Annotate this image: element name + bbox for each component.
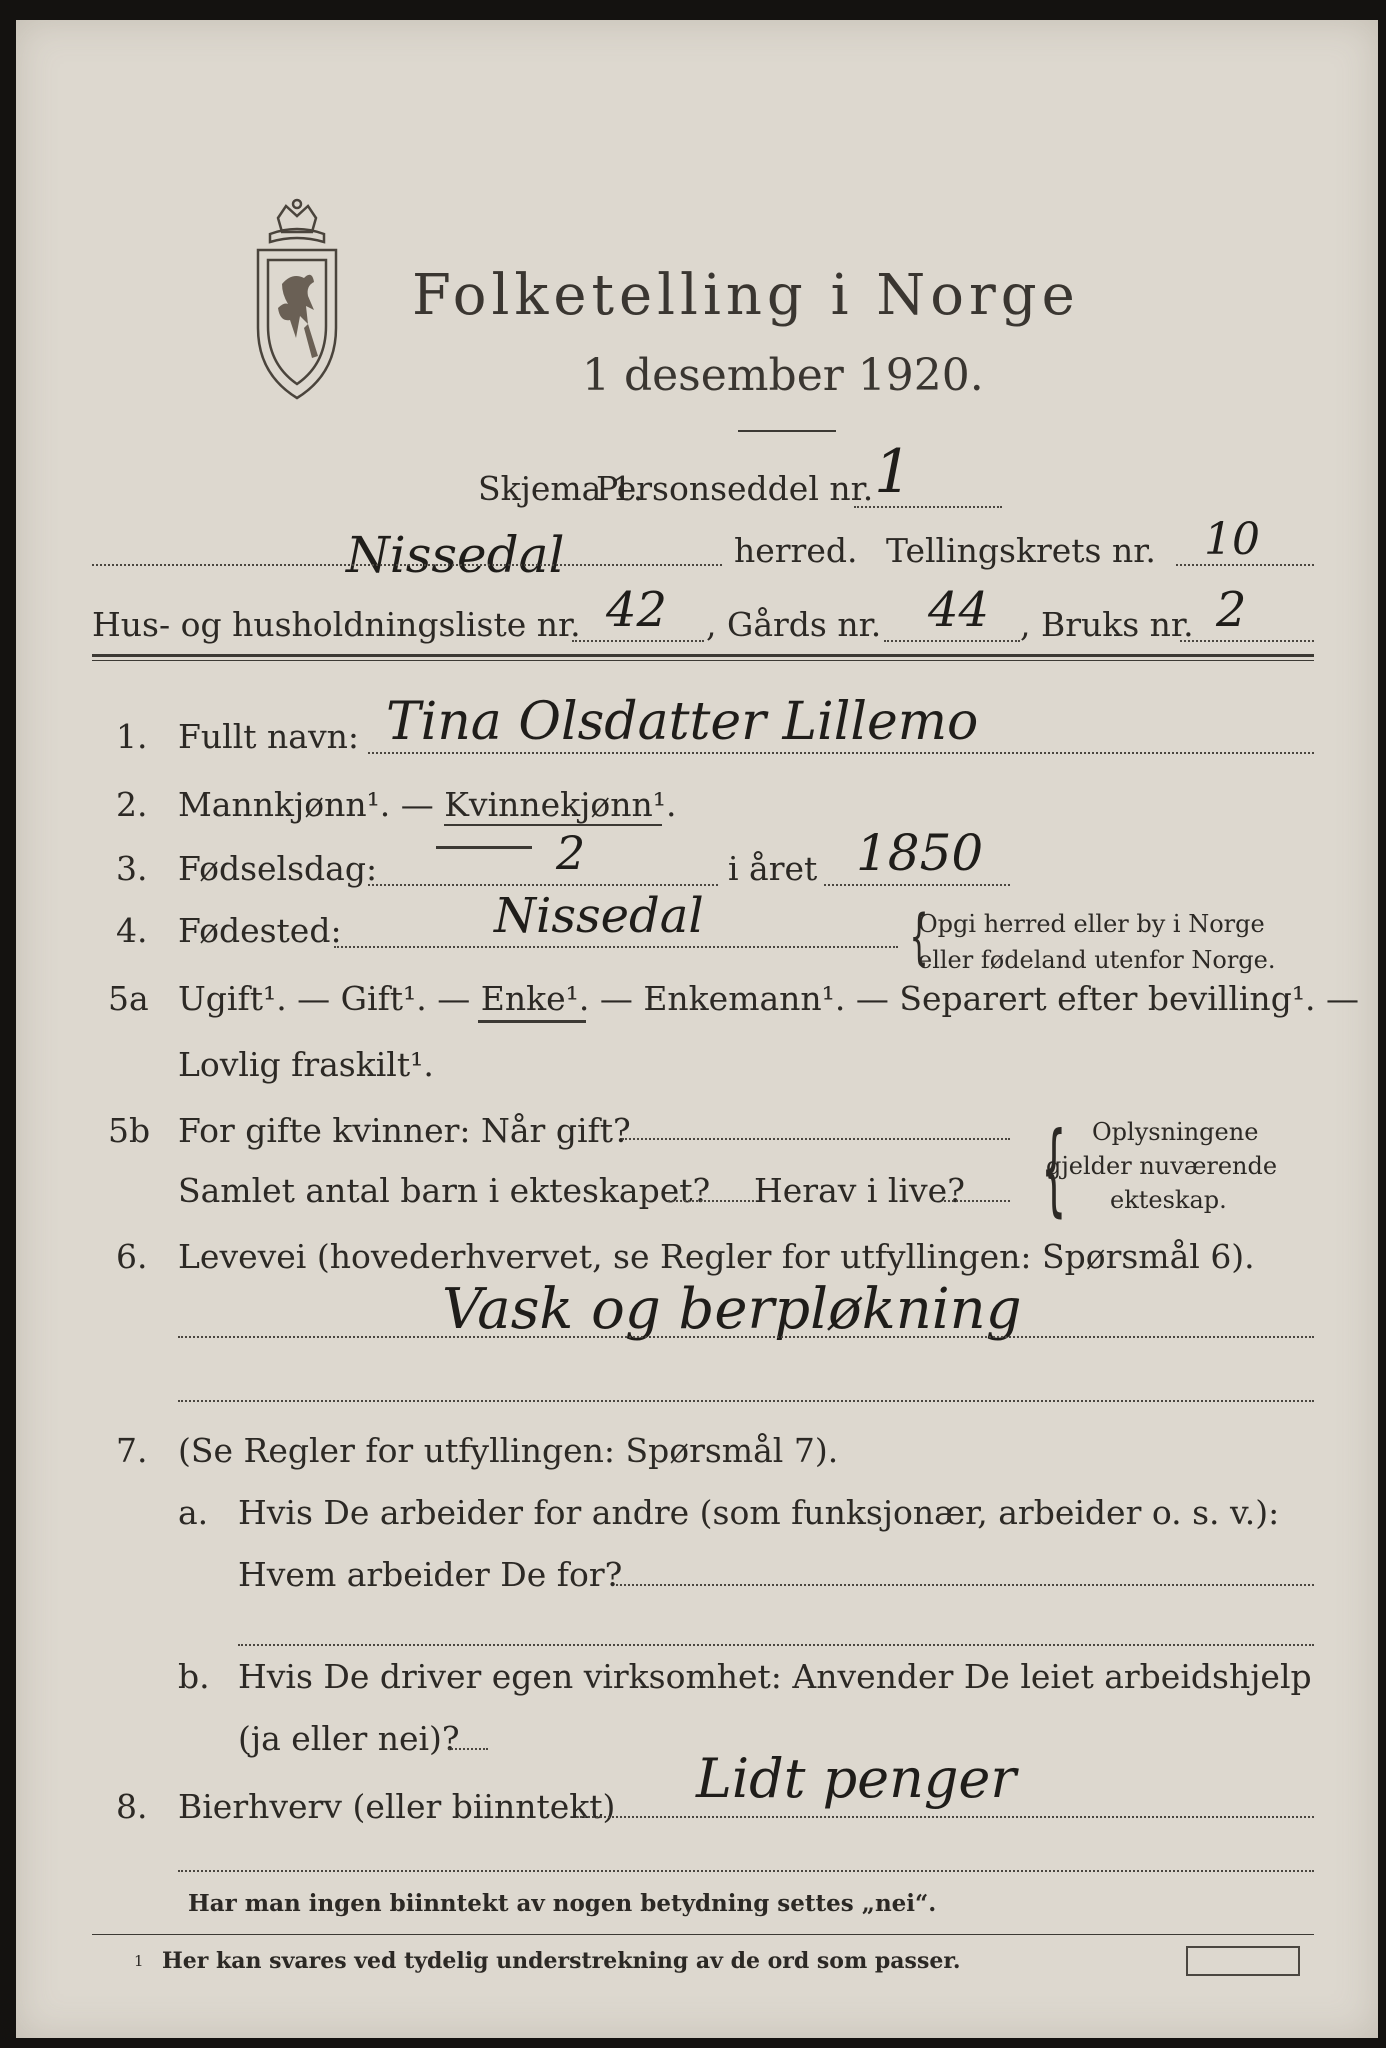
header-divider-2 — [92, 660, 1314, 661]
q4-note-line-2: eller fødeland utenfor Norge. — [918, 946, 1276, 974]
footnote-text: Her kan svares ved tydelig understrekning av de ord som passer. — [162, 1948, 961, 1974]
q7a-line-1 — [616, 1584, 1314, 1586]
personseddel-label: Personseddel nr. — [596, 469, 874, 508]
q6-line-2 — [178, 1400, 1314, 1402]
q1-line — [368, 752, 1314, 754]
footnote-divider — [92, 1934, 1314, 1935]
q4-note-brace: { — [909, 902, 929, 972]
tellingskrets-label: Tellingskrets nr. — [886, 531, 1156, 570]
q3-label: Fødselsdag: — [178, 849, 378, 888]
schema-label: Skjema 1. — [478, 469, 644, 508]
personseddel-value: 1 — [874, 437, 913, 507]
footer-note: Har man ingen biinntekt av nogen betydning settes „nei“. — [188, 1890, 937, 1917]
q1-number: 1. — [116, 717, 148, 756]
herred-label: herred. — [734, 531, 858, 570]
q5b-note-brace: { — [1041, 1110, 1067, 1227]
header-divider — [92, 654, 1314, 657]
bruks-line — [1180, 640, 1314, 642]
q3-birth-day: 2 — [556, 826, 586, 880]
printer-stamp — [1186, 1946, 1300, 1976]
q3-year-line — [824, 884, 1010, 886]
herred-value: Nissedal — [346, 526, 565, 584]
q4-birthplace: Nissedal — [494, 888, 704, 944]
personseddel-line — [854, 506, 1002, 508]
q7a-line-2 — [238, 1644, 1314, 1646]
q5b-note-line-2: gjelder nuværende — [1046, 1152, 1278, 1180]
q4-number: 4. — [116, 911, 148, 950]
gards-label: , Gårds nr. — [706, 605, 882, 644]
q7a-label-2: Hvem arbeider De for? — [238, 1555, 623, 1594]
gards-line — [884, 640, 1020, 642]
q3-year-label: i året — [728, 849, 818, 888]
q8-line-2 — [178, 1870, 1314, 1872]
q3-birth-year: 1850 — [856, 824, 984, 882]
norwegian-coat-of-arms-icon — [248, 198, 346, 408]
q3-line — [368, 884, 718, 886]
q8-line — [576, 1816, 1314, 1818]
husliste-label: Hus- og husholdningsliste nr. — [92, 605, 581, 644]
q7a-number: a. — [178, 1493, 209, 1532]
footnote-mark: 1 — [134, 1952, 144, 1970]
husliste-line — [572, 640, 704, 642]
q5a-label-2: Lovlig fraskilt¹. — [178, 1045, 434, 1084]
q6-number: 6. — [116, 1237, 148, 1276]
census-form — [16, 20, 1378, 2038]
q8-number: 8. — [116, 1787, 148, 1826]
q6-label: Levevei (hovederhvervet, se Regler for utfyllingen: Spørsmål 6). — [178, 1237, 1255, 1276]
q4-label: Fødested: — [178, 911, 342, 950]
q5a-label: Ugift¹. — Gift¹. — Enke¹. — Enkemann¹. — Separert efter bevilling¹. — — [178, 979, 1360, 1018]
q5b-alive-line — [944, 1200, 1010, 1202]
q8-side-income: Lidt penger — [696, 1747, 1017, 1810]
q7-label: (Se Regler for utfyllingen: Spørsmål 7). — [178, 1431, 839, 1470]
q8-label: Bierhverv (eller biinntekt) — [178, 1787, 616, 1826]
q1-label: Fullt navn: — [178, 717, 359, 756]
q1-full-name: Tina Olsdatter Lillemo — [386, 692, 979, 752]
q5b-number: 5b — [108, 1111, 151, 1150]
q7-number: 7. — [116, 1431, 148, 1470]
q4-note-line-1: Opgi herred eller by i Norge — [918, 910, 1265, 938]
gards-value: 44 — [928, 582, 990, 638]
q5b-note-line-1: Oplysningene — [1092, 1118, 1259, 1146]
q7b-number: b. — [178, 1657, 210, 1696]
q5b-label-2: Samlet antal barn i ekteskapet? — [178, 1171, 711, 1210]
herred-line — [92, 564, 722, 566]
q7b-label-2: (ja eller nei)? — [238, 1719, 460, 1758]
q6-line-1 — [178, 1336, 1314, 1338]
q2-underline-kvinnekjonn — [444, 824, 662, 826]
q5b-label: For gifte kvinner: Når gift? — [178, 1111, 631, 1150]
form-title: Folketelling i Norge — [412, 263, 1080, 328]
q2-number: 2. — [116, 785, 148, 824]
q5a-number: 5a — [108, 979, 149, 1018]
bruks-label: , Bruks nr. — [1020, 605, 1194, 644]
q5b-note-line-3: ekteskap. — [1110, 1186, 1227, 1214]
q5a-underline-enke — [478, 1020, 586, 1023]
husliste-value: 42 — [606, 582, 668, 638]
title-divider — [738, 430, 836, 432]
q7a-label: Hvis De arbeider for andre (som funksjonær, arbeider o. s. v.): — [238, 1493, 1280, 1532]
q3-strikethrough — [436, 846, 532, 849]
bruks-value: 2 — [1216, 582, 1247, 638]
q4-line — [334, 946, 898, 948]
q7b-label: Hvis De driver egen virksomhet: Anvender De leiet arbeidshjelp — [238, 1657, 1312, 1696]
q5b-label-3: Herav i live? — [754, 1171, 965, 1210]
q5b-children-line — [668, 1200, 754, 1202]
q6-occupation: Vask og berpløkning — [442, 1277, 1022, 1342]
tellingskrets-value: 10 — [1204, 514, 1260, 565]
q7b-line — [448, 1748, 488, 1750]
q3-number: 3. — [116, 849, 148, 888]
census-date: 1 desember 1920. — [582, 350, 984, 401]
q5b-when-line — [622, 1138, 1010, 1140]
q2-label: Mannkjønn¹. — Kvinnekjønn¹. — [178, 785, 677, 824]
tellingskrets-line — [1176, 564, 1314, 566]
